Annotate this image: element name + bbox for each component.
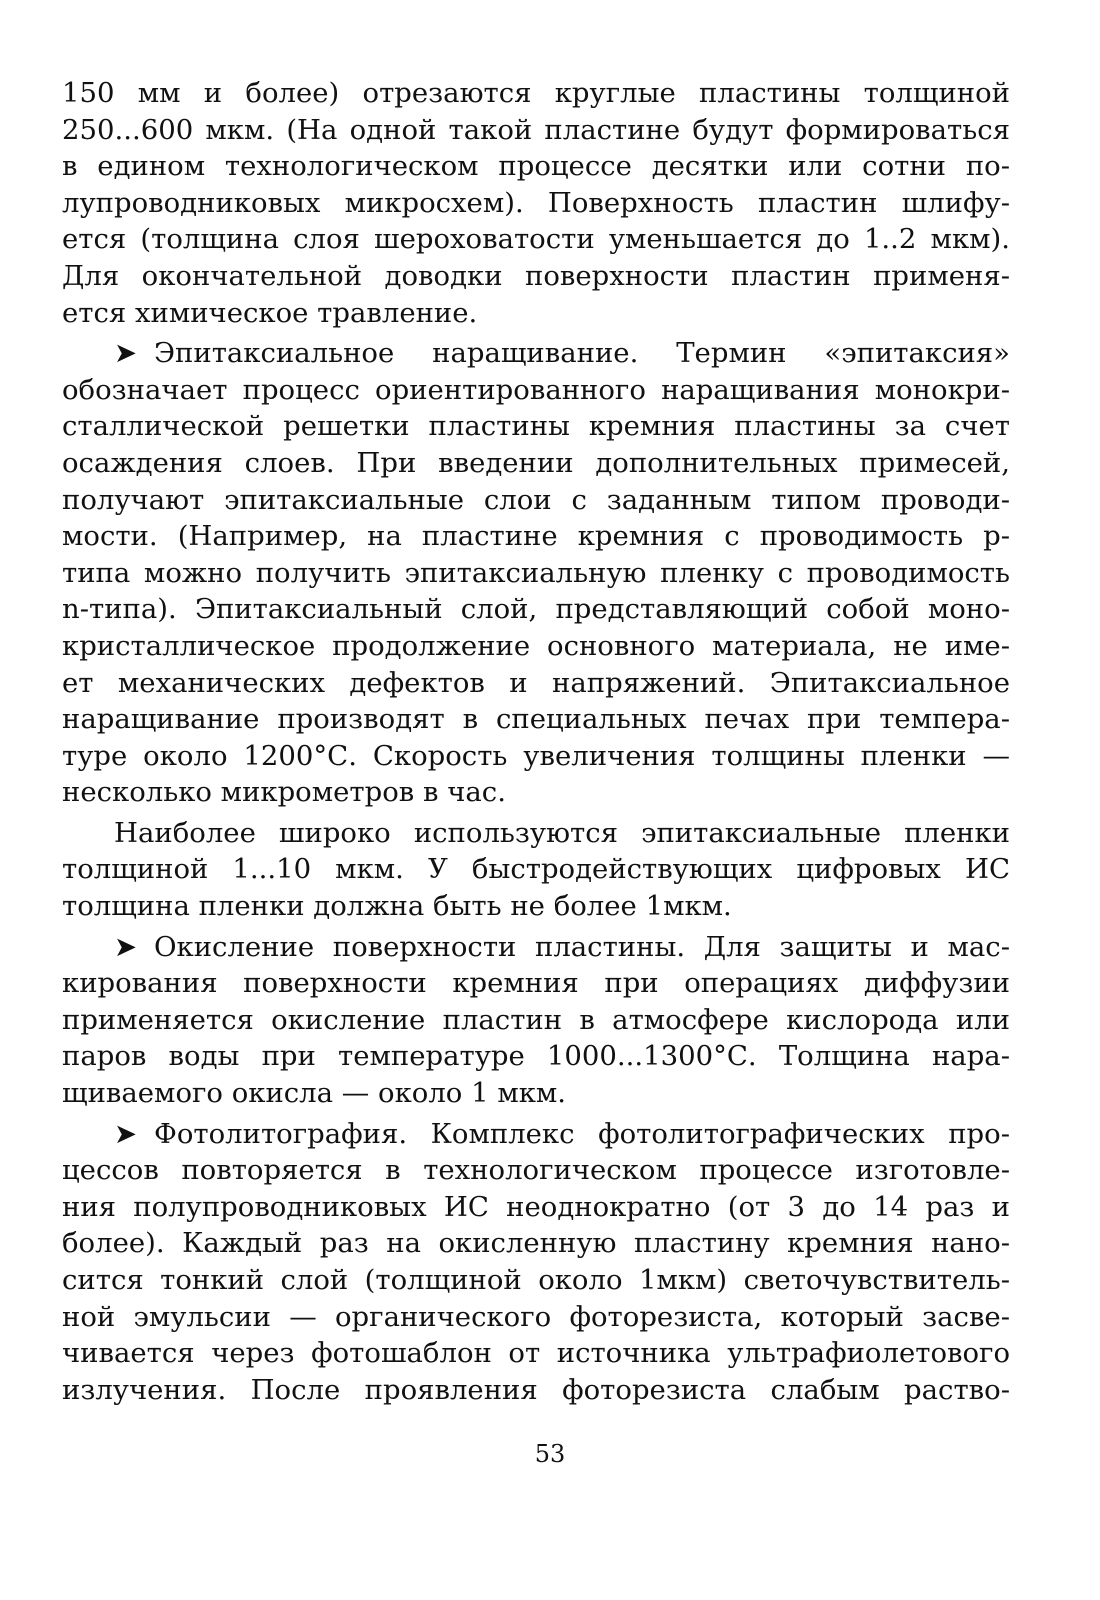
text-line-first	[62, 335, 1010, 372]
text-line: мости. (Например, на пластине кремния с проводимость p-	[62, 520, 1010, 553]
text-line-first: Наиболее широко используются эпитаксиальные пленки	[114, 816, 1010, 849]
page-number: 53	[534, 1440, 566, 1468]
text-line: ния полупроводниковых ИС неоднократно (от 3 до 14 раз и	[62, 1190, 1010, 1223]
text-line: толщиной 1...10 мкм. У быстродействующих цифровых ИС	[62, 853, 1010, 886]
text-line: кристаллическое продолжение основного материала, не име-	[62, 629, 1010, 662]
text-line: наращивание производят в специальных печах при темпера-	[62, 703, 1010, 736]
text-line-first	[62, 929, 1010, 966]
text-line: туре около 1200°С. Скорость увеличения толщины пленки —	[62, 739, 1010, 772]
text-line: обозначает процесс ориентированного наращивания монокри-	[62, 373, 1010, 406]
text-line: 150 мм и более) отрезаются круглые пластины толщиной	[62, 77, 1010, 109]
text-line: n-типа). Эпитаксиальный слой, представляющий собой моно-	[62, 593, 1010, 626]
text-line: цессов повторяется в технологическом процессе изготовле-	[62, 1154, 1010, 1187]
text-line: толщина пленки должна быть не более 1мкм.	[62, 890, 732, 923]
text-line: излучения. После проявления фоторезиста слабым раство-	[62, 1373, 1010, 1406]
paragraph-photolithography	[62, 1116, 1010, 1409]
text-line: щиваемого окисла — около 1 мкм.	[62, 1077, 567, 1110]
text-line: ется химическое травление.	[62, 296, 478, 329]
text-line: ет механических дефектов и напряжений. Эпитаксиальное	[62, 666, 1010, 699]
text-line: сталлической решетки пластины кремния пластины за счет	[62, 410, 1010, 443]
text-line: осаждения слоев. При введении дополнительных примесей,	[62, 446, 1010, 479]
text-line: ется (толщина слоя шероховатости уменьшается до 1..2 мкм).	[62, 223, 1010, 256]
arrow-bullet-icon: ➤	[114, 930, 138, 963]
paragraph-oxidation	[62, 929, 1010, 1112]
text-line-content: Эпитаксиальное наращивание. Термин «эпитаксия»	[154, 337, 1010, 370]
text-line: несколько микрометров в час.	[62, 776, 506, 809]
text-line: кирования поверхности кремния при операциях диффузии	[62, 967, 1010, 1000]
page-body	[62, 75, 1010, 1408]
text-line: Для окончательной доводки поверхности пластин применя-	[62, 259, 1010, 292]
text-line-content: Фотолитография. Комплекс фотолитографических про-	[154, 1117, 1010, 1150]
text-line: получают эпитаксиальные слои с заданным типом проводи-	[62, 483, 1010, 516]
text-line: применяется окисление пластин в атмосфере кислорода или	[62, 1003, 1010, 1036]
text-line: 250...600 мкм. (На одной такой пластине будут формироваться	[62, 113, 1010, 146]
arrow-bullet-icon: ➤	[114, 337, 138, 370]
text-line-first	[62, 1116, 1010, 1153]
text-line: лупроводниковых микросхем). Поверхность пластин шлифу-	[62, 186, 1010, 219]
text-line-content: Окисление поверхности пластины. Для защиты и мас-	[154, 930, 1010, 963]
text-line: сится тонкий слой (толщиной около 1мкм) светочувствитель-	[62, 1264, 1010, 1296]
arrow-bullet-icon: ➤	[114, 1117, 138, 1150]
text-line: в едином технологическом процессе десятки или сотни по-	[62, 150, 1010, 183]
text-line: типа можно получить эпитаксиальную пленку с проводимость	[62, 556, 1010, 589]
text-line: более). Каждый раз на окисленную пластину кремния нано-	[62, 1227, 1010, 1260]
paragraph-films	[62, 815, 1010, 925]
text-line: ной эмульсии — органического фоторезиста, который засве-	[62, 1300, 1010, 1333]
text-line: чивается через фотошаблон от источника ультрафиолетового	[62, 1337, 1010, 1370]
text-line: паров воды при температуре 1000...1300°С. Толщина нара-	[62, 1040, 1010, 1073]
paragraph-epitaxy	[62, 335, 1010, 811]
paragraph-1	[62, 75, 1010, 331]
